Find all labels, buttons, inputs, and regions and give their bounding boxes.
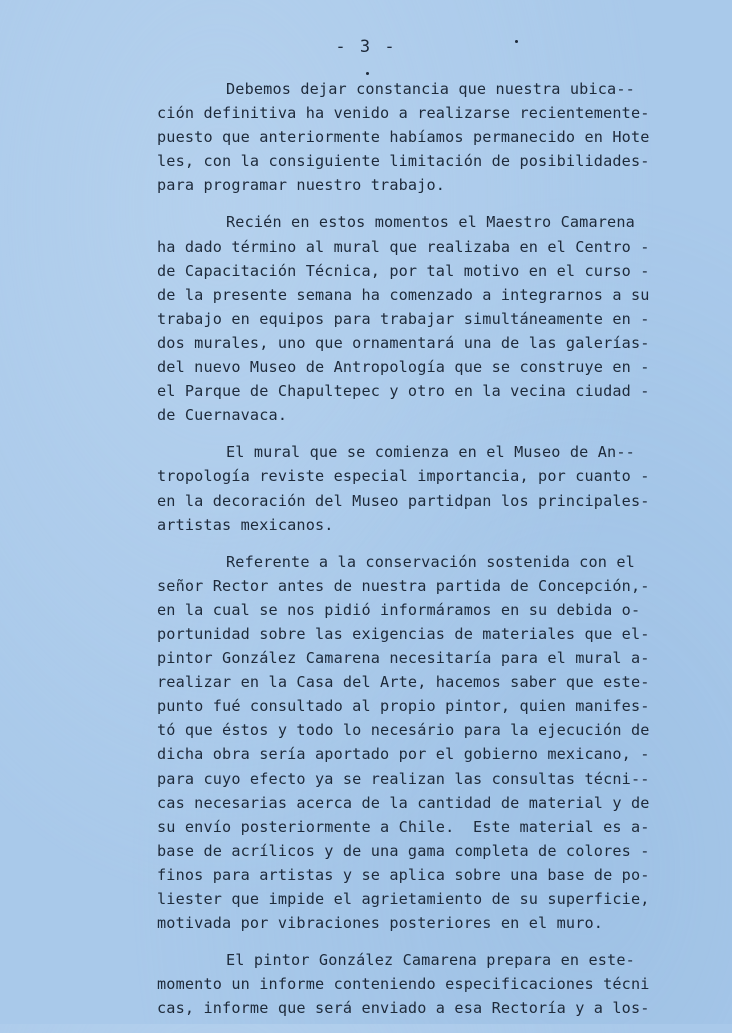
text-line: motivada por vibraciones posteriores en el muro. — [157, 914, 604, 933]
text-line: puesto que anteriormente habíamos permanecido en Hote — [157, 128, 650, 147]
text-line: artistas mexicanos. — [157, 515, 334, 534]
paragraph-museo — [0, 440, 732, 536]
text-line: cas necesarias acerca de la cantidad de material y de — [157, 793, 650, 812]
text-line: base de acrílicos y de una gama completa de colores - — [157, 841, 650, 860]
text-line: en la decoración del Museo partidpan los principales- — [157, 491, 650, 510]
body-text — [0, 77, 732, 1033]
text-line: realizar en la Casa del Arte, hacemos saber que este- — [157, 673, 650, 692]
text-line: El mural que se comienza en el Museo de An-- — [226, 443, 635, 462]
text-line: punto fué consultado al propio pintor, quien manifes- — [157, 697, 650, 716]
text-line: cas, informe que será enviado a esa Rectoría y a los- — [157, 999, 650, 1018]
text-line: Debemos dejar constancia que nuestra ubica-- — [226, 80, 635, 98]
paragraph-rector — [0, 550, 732, 936]
text-line: momento un informe conteniendo especificaciones técni — [157, 975, 650, 994]
text-line: de la presente semana ha comenzado a integrarnos a su — [157, 285, 650, 304]
text-line: de Cuernavaca. — [157, 406, 288, 425]
ink-speck — [366, 72, 369, 75]
text-line: les, con la consiguiente limitación de posibilidades- — [157, 152, 650, 171]
text-line: Referente a la conservación sostenida con el — [226, 552, 635, 571]
paragraph-camarena — [0, 210, 732, 427]
ink-speck — [515, 40, 518, 43]
text-line: liester que impide el agrietamiento de su superficie, — [157, 890, 650, 908]
text-line: ción definitiva ha venido a realizarse recientemente- — [157, 104, 650, 123]
text-line: su envío posteriormente a Chile. Este material es a- — [157, 817, 650, 836]
text-line: para cuyo efecto ya se realizan las consultas técni-- — [157, 769, 650, 788]
text-line: ha dado término al mural que realizaba en el Centro - — [157, 237, 650, 256]
text-line: El pintor González Camarena prepara en este- — [226, 951, 635, 970]
text-line: en la cual se nos pidió informáramos en su debida o- — [157, 600, 641, 619]
text-line: pintor González Camarena necesitaría para el mural a- — [157, 649, 650, 668]
text-line: finos para artistas y se aplica sobre una base de po- — [157, 865, 650, 884]
text-line: el Parque de Chapultepec y otro en la vecina ciudad - — [157, 382, 650, 401]
text-line: trabajo en equipos para trabajar simultáneamente en - — [157, 309, 650, 328]
text-line: para programar nuestro trabajo. — [157, 176, 446, 195]
page-number: - 3 - — [335, 37, 397, 57]
text-line: portunidad sobre las exigencias de materiales que el- — [157, 624, 650, 643]
text-line: dos murales, uno que ornamentará una de las galerías- — [157, 333, 650, 352]
text-line: de Capacitación Técnica, por tal motivo en el curso - — [157, 261, 650, 280]
text-line: dicha obra sería aportado por el gobierno mexicano, - — [157, 745, 650, 764]
text-line: Recién en estos momentos el Maestro Camarena — [226, 213, 635, 232]
text-line: tó que éstos y todo lo necesário para la ejecución de — [157, 721, 650, 740]
text-line: señor Rector antes de nuestra partida de Concepción,- — [157, 576, 650, 595]
paragraph-ubicacion — [0, 77, 732, 197]
paragraph-informe — [0, 948, 732, 1020]
text-line: tropología reviste especial importancia, por cuanto - — [157, 467, 650, 486]
text-line: del nuevo Museo de Antropología que se construye en - — [157, 358, 650, 377]
